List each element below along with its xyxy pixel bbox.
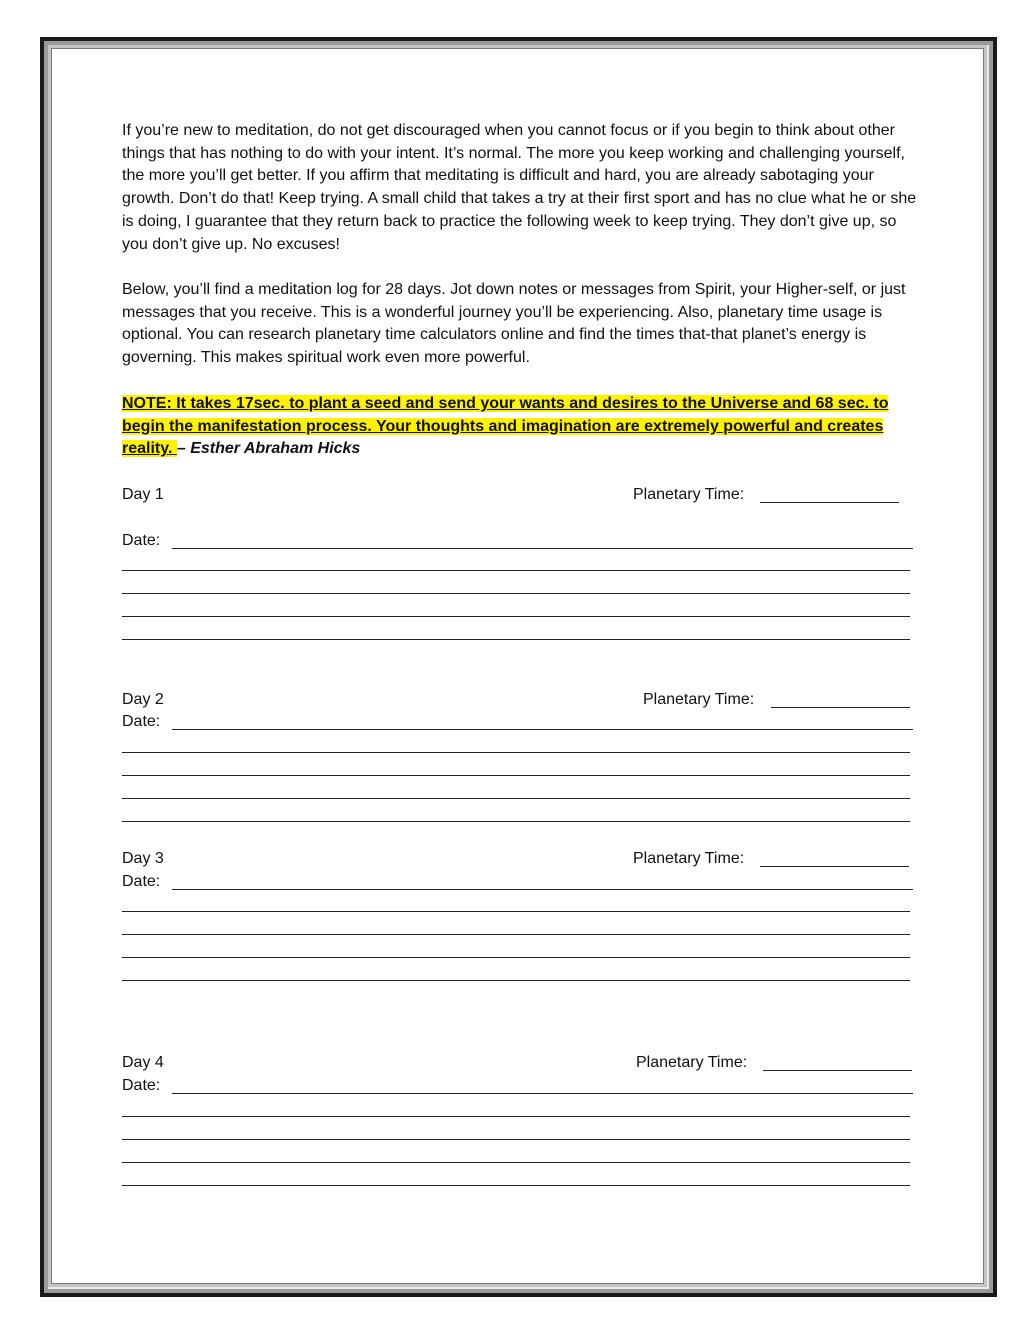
note-line[interactable] bbox=[122, 616, 910, 617]
note-label: NOTE bbox=[122, 395, 167, 412]
date-label: Date: bbox=[122, 1077, 161, 1094]
planetary-time-label: Planetary Time: bbox=[633, 850, 745, 867]
planetary-time-label: Planetary Time: bbox=[633, 486, 745, 503]
intro-paragraph: If you’re new to meditation, do not get discouraged when you cannot focus or if you begin to think about other things that has nothing to do with your intent. It’s normal. The more you keep working and challenging yourself, the more you’ll get better. If you affirm that meditating is difficult and hard, you are already sabotaging your growth. Don’t do that! Keep trying. A small child that takes a try at their first sport and has no clue what he or she is doing, I guarantee that they return back to practice the following week to keep trying. They don’t give up, so you don’t give up. No excuses! bbox=[122, 122, 917, 253]
note-attribution: – Esther Abraham Hicks bbox=[176, 440, 361, 458]
date-field[interactable] bbox=[172, 548, 913, 549]
date-label: Date: bbox=[122, 713, 161, 730]
note-line[interactable] bbox=[122, 1116, 910, 1117]
note-line[interactable] bbox=[122, 934, 910, 935]
planetary-time-field[interactable] bbox=[763, 1070, 912, 1071]
planetary-time-label: Planetary Time: bbox=[636, 1054, 748, 1071]
note-line[interactable] bbox=[122, 593, 910, 594]
log-instructions-paragraph: Below, you’ll find a meditation log for 28 days. Jot down notes or messages from Spirit, your Higher-self, or just messages that you receive. This is a wonderful journey you’ll be experiencing. Also, planetary time usage is optional. You can research planetary time calculators online and find the times that-that planet’s energy is governing. This makes spiritual work even more powerful. bbox=[122, 281, 906, 367]
note-line[interactable] bbox=[122, 1185, 910, 1186]
planetary-time-label: Planetary Time: bbox=[643, 691, 755, 708]
planetary-time-field[interactable] bbox=[771, 707, 910, 708]
note-line[interactable] bbox=[122, 570, 910, 571]
note-line[interactable] bbox=[122, 639, 910, 640]
day-label: Day 4 bbox=[122, 1054, 164, 1071]
note-line[interactable] bbox=[122, 821, 910, 822]
day-label: Day 2 bbox=[122, 691, 164, 708]
note-line[interactable] bbox=[122, 1139, 910, 1140]
day-label: Day 1 bbox=[122, 486, 164, 503]
date-field[interactable] bbox=[172, 889, 913, 890]
note-line[interactable] bbox=[122, 798, 910, 799]
note-line[interactable] bbox=[122, 980, 910, 981]
note-paragraph bbox=[122, 393, 922, 461]
note-line[interactable] bbox=[122, 911, 910, 912]
date-label: Date: bbox=[122, 873, 161, 890]
note-line[interactable] bbox=[122, 1162, 910, 1163]
date-field[interactable] bbox=[172, 729, 913, 730]
note-line[interactable] bbox=[122, 752, 910, 753]
note-line[interactable] bbox=[122, 957, 910, 958]
day-label: Day 3 bbox=[122, 850, 164, 867]
note-line[interactable] bbox=[122, 775, 910, 776]
planetary-time-field[interactable] bbox=[760, 866, 909, 867]
date-field[interactable] bbox=[172, 1093, 913, 1094]
note-text: : It takes 17sec. to plant a seed and send your wants and desires to the Universe and 68 sec. to begin the manifestation process. Your thoughts and imagination are extremely powerful and creates reality. bbox=[122, 395, 889, 458]
planetary-time-field[interactable] bbox=[760, 502, 899, 503]
date-label: Date: bbox=[122, 532, 161, 549]
